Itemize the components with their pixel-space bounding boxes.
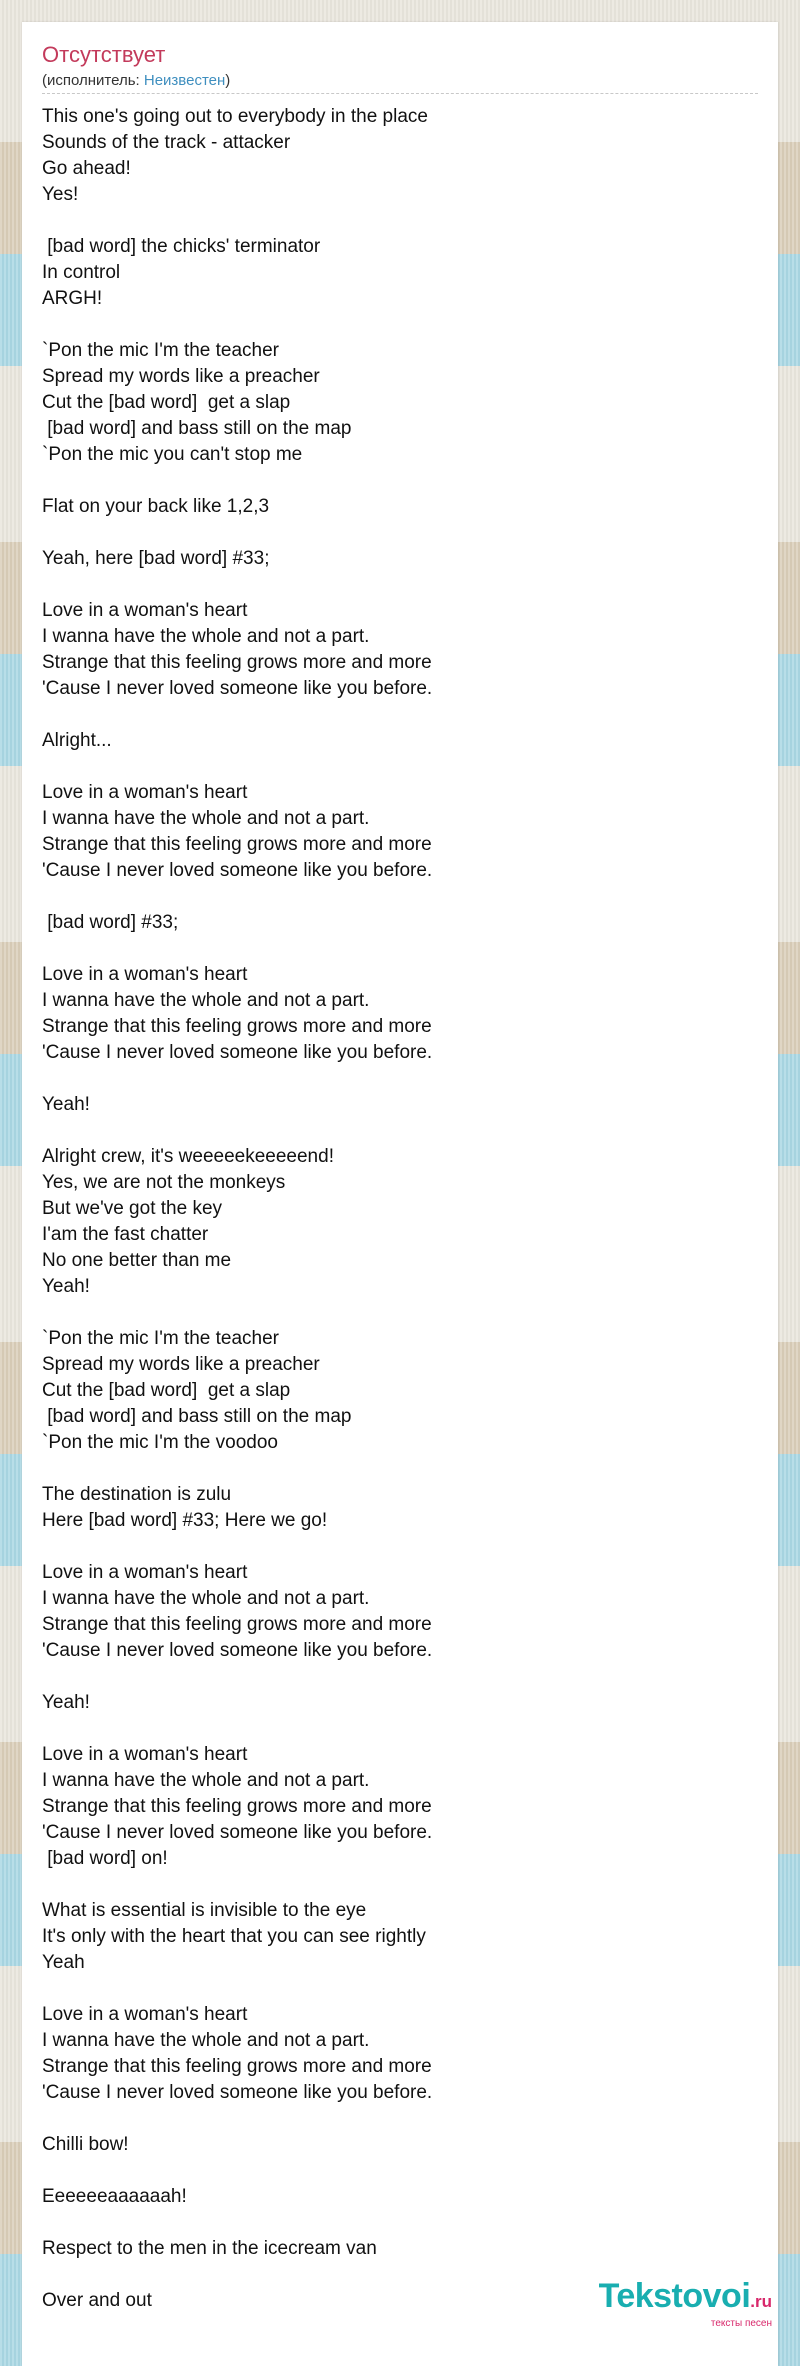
lyric-line — [42, 884, 758, 910]
lyric-line: Love in a woman's heart — [42, 1744, 248, 1765]
lyric-line: 'Cause I never loved someone like you before. — [42, 678, 433, 699]
lyric-line: Flat on your back like 1,2,3 — [42, 496, 270, 517]
lyric-line: 'Cause I never loved someone like you before. — [42, 1822, 433, 1843]
lyric-line — [42, 1872, 758, 1898]
lyric-line: Strange that this feeling grows more and more — [42, 834, 432, 855]
lyric-line: 'Cause I never loved someone like you before. — [42, 1042, 433, 1063]
lyric-line: I wanna have the whole and not a part. — [42, 1770, 370, 1791]
lyric-line — [42, 1664, 758, 1690]
lyric-line — [42, 520, 758, 546]
lyric-line: Strange that this feeling grows more and more — [42, 2056, 432, 2077]
lyric-line — [42, 702, 758, 728]
lyric-line — [42, 1118, 758, 1144]
lyric-line: Yes, we are not the monkeys — [42, 1172, 286, 1193]
lyric-line: Strange that this feeling grows more and more — [42, 1016, 432, 1037]
logo-tld: .ru — [750, 2292, 772, 2311]
lyric-line: Spread my words like a preacher — [42, 1354, 320, 1375]
lyric-line: [bad word] #33; — [42, 912, 179, 933]
lyric-line: Yeah! — [42, 1692, 90, 1713]
artist-link[interactable]: Неизвестен — [143, 72, 226, 89]
lyric-line — [42, 468, 758, 494]
lyric-line: Strange that this feeling grows more and more — [42, 652, 432, 673]
lyric-line: Alright... — [42, 730, 112, 751]
lyric-line: Yeah! — [42, 1276, 90, 1297]
lyric-line: `Pon the mic I'm the voodoo — [42, 1432, 278, 1453]
lyric-line: I wanna have the whole and not a part. — [42, 1588, 370, 1609]
lyric-line: ARGH! — [42, 288, 103, 309]
lyric-line: Yeah, here [bad word] #33; — [42, 548, 270, 569]
lyric-line: Alright crew, it's weeeeekeeeeend! — [42, 1146, 334, 1167]
lyric-line: The destination is zulu — [42, 1484, 232, 1505]
lyric-line — [42, 2210, 758, 2236]
logo-wordmark — [599, 2278, 772, 2320]
lyric-line: [bad word] and bass still on the map — [42, 418, 352, 439]
lyric-line: It's only with the heart that you can see rightly — [42, 1926, 426, 1947]
logo-tagline: тексты песен — [710, 2318, 772, 2329]
lyric-line: I'am the fast chatter — [42, 1224, 209, 1245]
lyric-line: Cut the [bad word] get a slap — [42, 1380, 291, 1401]
lyric-line: No one better than me — [42, 1250, 232, 1271]
lyric-line: Love in a woman's heart — [42, 2004, 248, 2025]
lyric-line: Love in a woman's heart — [42, 964, 248, 985]
lyric-line: Love in a woman's heart — [42, 1562, 248, 1583]
lyric-line — [42, 1534, 758, 1560]
logo-name: Tekstovoi — [598, 2277, 751, 2315]
lyric-line: [bad word] the chicks' terminator — [42, 236, 321, 257]
lyric-line — [42, 1716, 758, 1742]
lyrics-card — [22, 22, 778, 2366]
lyric-line — [42, 2106, 758, 2132]
lyric-line — [42, 208, 758, 234]
lyric-line — [42, 1456, 758, 1482]
lyric-line: I wanna have the whole and not a part. — [42, 808, 370, 829]
lyric-line: Yeah — [42, 1952, 85, 1973]
lyric-line: Spread my words like a preacher — [42, 366, 320, 387]
lyric-line: Respect to the men in the icecream van — [42, 2238, 377, 2259]
lyric-line: Strange that this feeling grows more and more — [42, 1796, 432, 1817]
lyric-line: [bad word] on! — [42, 1848, 168, 1869]
lyric-line: I wanna have the whole and not a part. — [42, 2030, 370, 2051]
lyric-line — [42, 1300, 758, 1326]
lyric-line: Over and out — [42, 2290, 152, 2311]
lyric-line: Yes! — [42, 184, 79, 205]
lyric-line: Chilli bow! — [42, 2134, 129, 2155]
lyric-line: 'Cause I never loved someone like you before. — [42, 860, 433, 881]
lyric-line: `Pon the mic I'm the teacher — [42, 1328, 280, 1349]
lyric-line: [bad word] and bass still on the map — [42, 1406, 352, 1427]
lyric-line: Sounds of the track - attacker — [42, 132, 291, 153]
lyric-line: Love in a woman's heart — [42, 600, 248, 621]
lyric-line: But we've got the key — [42, 1198, 223, 1219]
lyric-line: Love in a woman's heart — [42, 782, 248, 803]
lyric-line: 'Cause I never loved someone like you before. — [42, 2082, 433, 2103]
lyric-line: I wanna have the whole and not a part. — [42, 990, 370, 1011]
artist-prefix: (исполнитель: — [42, 72, 144, 89]
lyric-line — [42, 572, 758, 598]
lyric-line: Here [bad word] #33; Here we go! — [42, 1510, 328, 1531]
lyric-line — [42, 2158, 758, 2184]
lyric-line — [42, 1066, 758, 1092]
artist-line — [42, 72, 758, 94]
lyrics-text — [42, 104, 758, 2314]
lyric-line — [42, 754, 758, 780]
lyric-line: Eeeeeeaaaaaah! — [42, 2186, 187, 2207]
lyric-line: 'Cause I never loved someone like you before. — [42, 1640, 433, 1661]
lyric-line: Go ahead! — [42, 158, 131, 179]
lyric-line: Yeah! — [42, 1094, 90, 1115]
lyric-line: What is essential is invisible to the eye — [42, 1900, 367, 1921]
lyric-line: Cut the [bad word] get a slap — [42, 392, 291, 413]
lyric-line: In control — [42, 262, 121, 283]
lyric-line: I wanna have the whole and not a part. — [42, 626, 370, 647]
lyric-line: `Pon the mic I'm the teacher — [42, 340, 280, 361]
song-title: Отсутствует — [42, 42, 166, 67]
lyric-line — [42, 936, 758, 962]
lyric-line — [42, 1976, 758, 2002]
lyric-line — [42, 312, 758, 338]
site-logo[interactable] — [599, 2278, 772, 2330]
lyric-line: This one's going out to everybody in the place — [42, 106, 428, 127]
artist-suffix: ) — [225, 72, 231, 89]
lyric-line: Strange that this feeling grows more and more — [42, 1614, 432, 1635]
lyric-line: `Pon the mic you can't stop me — [42, 444, 303, 465]
